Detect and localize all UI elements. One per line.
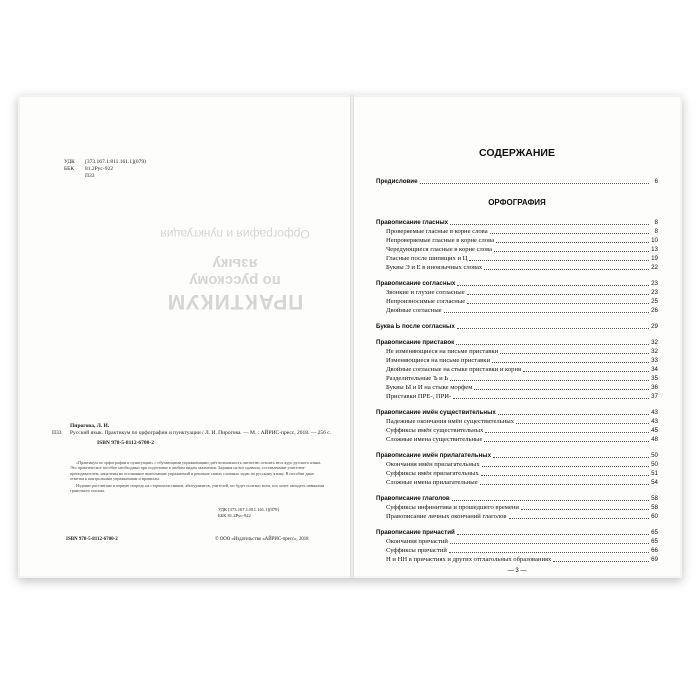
leader-dots: [553, 561, 649, 562]
leader-dots: [457, 285, 649, 286]
toc-item: [376, 460, 658, 469]
toc-page: 66: [651, 547, 658, 554]
toc-sections: [376, 218, 658, 564]
leader-dots: [469, 260, 649, 261]
toc-label: Сложные имена прилагательные: [386, 479, 478, 486]
toc-label: Правописание гласных: [376, 219, 449, 226]
contents: [376, 147, 658, 574]
ghost-title-line2: по русскому: [189, 272, 281, 289]
toc-item: [376, 537, 658, 546]
toc-page: 10: [651, 237, 658, 244]
page-number: — 3 —: [507, 568, 527, 574]
toc-item: [376, 356, 658, 365]
toc-section: [376, 218, 658, 227]
leader-dots: [498, 414, 649, 415]
toc-label: Падежные окончания имён существительных: [386, 418, 514, 425]
toc-page: 48: [651, 436, 658, 443]
toc-item: [376, 245, 658, 254]
toc-page: 23: [651, 280, 658, 287]
toc-page: 26: [651, 307, 658, 314]
toc-item: [376, 297, 658, 306]
toc-item: [376, 435, 658, 444]
toc-page: 65: [651, 529, 658, 536]
leader-dots: [480, 484, 649, 485]
toc-item: [376, 227, 658, 236]
annotation-paragraph: «Практикум по орфографии и пунктуации» с обучающими упражнениями даёт возможность читателю освоить весь курс русского языка. Это практическое пособие необходимо при подготовке к любым видам экзаменов. Задания на все правила, составленные учителем-преподавателем, нацелены на осознанное выполнение упражнений и решение самых сложных задач по русскому языку. В пособии дана отметка к контрольным упражнениям и правилам.: [70, 460, 322, 482]
toc-page: 8: [654, 228, 658, 235]
toc-page: 45: [651, 427, 658, 434]
right-page: [354, 97, 680, 576]
toc-page: 19: [651, 255, 658, 262]
toc-page: 22: [651, 264, 658, 271]
author-code: П33: [85, 172, 95, 179]
toc-label: Не изменяющиеся на письме приставки: [386, 348, 499, 355]
toc-page: 50: [651, 461, 658, 468]
toc-item: [376, 306, 658, 315]
bbk-bottom: ББК 81.2Рус-922: [218, 512, 251, 518]
toc-item: [376, 417, 658, 426]
toc-page: 8: [654, 219, 658, 226]
show-through-cover-text: [125, 227, 345, 313]
classification-bottom: [218, 507, 279, 518]
toc-label: Двойные согласные: [386, 307, 442, 314]
toc-page: 29: [651, 323, 658, 330]
toc-label: Суффиксы причастий: [386, 547, 447, 554]
leader-dots: [509, 518, 649, 519]
toc-section: [376, 279, 658, 288]
section-gap: [376, 331, 658, 338]
leader-dots: [523, 371, 649, 372]
toc-page: 23: [651, 289, 658, 296]
toc-label: Правописание имён прилагательных: [376, 452, 492, 459]
udk-label: УДК: [64, 159, 75, 165]
toc-page: 13: [651, 246, 658, 253]
toc-label: Буква Ь после согласных: [376, 323, 455, 330]
left-page: [20, 97, 350, 576]
toc-section: [376, 528, 658, 537]
bbk-value: 81.2Рус-922: [85, 165, 113, 172]
toc-item: [376, 512, 658, 521]
toc-page: 6: [654, 178, 658, 185]
toc-label: Буквы Э и Е в иноязычных словах: [386, 264, 483, 271]
toc-label: Правописание согласных: [376, 280, 456, 287]
leader-dots: [453, 398, 649, 399]
leader-dots: [474, 389, 649, 390]
ghost-subtitle: Орфография и пунктуация: [160, 227, 310, 241]
ghost-title-line1: ПРАКТИКУМ: [166, 290, 304, 313]
annotation: [70, 460, 325, 495]
leader-dots: [500, 353, 649, 354]
bbk-label: ББК: [64, 165, 74, 172]
toc-item: [376, 478, 658, 487]
toc-page: 51: [651, 470, 658, 477]
toc-label: Буквы Ы и И на стыке морфем: [386, 384, 473, 391]
section-gap: [376, 521, 658, 528]
leader-dots: [485, 432, 649, 433]
toc-label: Суффиксы инфинитива и прошедшего времени: [386, 504, 519, 511]
toc-page: 58: [651, 504, 658, 511]
toc-label: Суффиксы имён прилагательных: [386, 470, 479, 477]
toc-item: [376, 383, 658, 392]
toc-page: 37: [651, 393, 658, 400]
leader-dots: [496, 242, 649, 243]
toc-item: [376, 365, 658, 374]
toc-label: Суффиксы имён существительных: [386, 427, 484, 434]
toc-label: Изменяющиеся на письме приставки: [386, 357, 491, 364]
toc-item: [376, 426, 658, 435]
catalog-isbn: ISBN 978-5-8112-6700-2: [97, 439, 154, 446]
toc-page: 69: [651, 556, 658, 563]
toc-label: Гласные после шипящих и Ц: [386, 255, 468, 262]
toc-item: [376, 503, 658, 512]
toc-page: 58: [651, 495, 658, 502]
section-gap: [376, 272, 658, 279]
catalog-code: П33: [52, 429, 62, 436]
toc-section: [376, 338, 658, 347]
toc-label: Правописание имён существительных: [376, 409, 496, 416]
toc-label: Правописание приставок: [376, 339, 455, 346]
toc-label: Чередующиеся гласные в корне слова: [386, 246, 493, 253]
section-gap: [376, 315, 658, 322]
toc-page: 50: [651, 452, 658, 459]
leader-dots: [481, 475, 649, 476]
annotation-paragraph: Издание рассчитано в первую очередь на старшеклассников, абитуриентов, учителей, но будет полезно всем, кто хочет овладеть навыками грамотного письма.: [70, 482, 325, 494]
toc-page: 32: [651, 348, 658, 355]
section-gap: [376, 487, 658, 494]
leader-dots: [457, 534, 649, 535]
toc-item: [376, 254, 658, 263]
toc-label: Правописание глаголов: [376, 495, 450, 502]
toc-label: Проверяемые гласные в корне слова: [386, 228, 488, 235]
toc-page: 36: [651, 384, 658, 391]
toc-label: Правописание личных окончаний глаголов: [386, 513, 507, 520]
leader-dots: [450, 543, 649, 544]
leader-dots: [456, 344, 649, 345]
toc-page: 33: [651, 357, 658, 364]
leader-dots: [490, 233, 649, 234]
toc-label: Непроверяемые гласные в корне слова: [386, 237, 495, 244]
catalog-author: Пирогова, Л. И.: [70, 423, 110, 429]
toc-item: [376, 288, 658, 297]
leader-dots: [450, 224, 649, 225]
toc-page: 65: [651, 538, 658, 545]
udk-value: [373.167.1:811.161.1](079): [85, 159, 146, 165]
leader-dots: [482, 466, 649, 467]
toc-label: Правописание причастий: [376, 529, 455, 536]
leader-dots: [450, 380, 649, 381]
isbn-bottom: ISBN 978-5-8112-6700-2: [66, 537, 118, 542]
contents-title: СОДЕРЖАНИЕ: [479, 147, 555, 159]
contents-heading: ОРФОГРАФИЯ: [488, 198, 546, 207]
leader-dots: [457, 328, 649, 329]
toc-section: [376, 494, 658, 503]
leader-dots: [449, 552, 649, 553]
toc-page: 34: [651, 366, 658, 373]
toc-label: Предисловие: [376, 178, 418, 185]
leader-dots: [484, 441, 649, 442]
leader-dots: [467, 294, 649, 295]
toc-section: [376, 451, 658, 460]
toc-page: 43: [651, 418, 658, 425]
toc-section: [376, 408, 658, 417]
leader-dots: [492, 362, 649, 363]
toc-page: 35: [651, 375, 658, 382]
toc-page: 32: [651, 339, 658, 346]
toc-label: Окончания имён прилагательных: [386, 461, 480, 468]
toc-item: [376, 546, 658, 555]
udk-bottom: УДК [373.167.1:811.161.1](079): [218, 507, 279, 512]
toc-label: Двойные согласные на стыке приставки и корня: [386, 366, 522, 373]
open-book: [18, 95, 682, 578]
toc-item: [376, 236, 658, 245]
classification-block: [64, 159, 146, 180]
toc-item: [376, 555, 658, 564]
leader-dots: [467, 303, 649, 304]
toc-item: [376, 392, 658, 401]
toc-label: Окончания причастий: [386, 538, 448, 545]
toc-page: 25: [651, 298, 658, 305]
toc-section: [376, 322, 658, 331]
toc-label: Звонкие и глухие согласные: [386, 289, 465, 296]
leader-dots: [420, 183, 649, 184]
leader-dots: [444, 312, 649, 313]
leader-dots: [521, 509, 649, 510]
section-gap: [376, 401, 658, 408]
toc-label: Разделительные Ъ и Ь: [386, 375, 449, 382]
toc-page: 43: [651, 409, 658, 416]
toc-label: Приставки ПРЕ-, ПРИ-: [386, 393, 452, 400]
leader-dots: [452, 500, 649, 501]
toc-item: [376, 347, 658, 356]
copyright: © ООО «Издательство «АЙРИС-пресс», 2018: [215, 537, 309, 542]
catalog-record: [52, 423, 332, 447]
toc-item: [376, 263, 658, 272]
toc-label: Непроизносимые согласные: [386, 298, 466, 305]
toc-preface: [376, 177, 658, 186]
toc-item: [376, 469, 658, 478]
catalog-text: Русский язык. Практикум по орфографии и пунктуации / Л. И. Пирогова. — М. : АЙРИС-пресс, 2018. — 256 с.: [70, 429, 332, 436]
toc-item: [376, 374, 658, 383]
toc-label: Сложные имена существительные: [386, 436, 483, 443]
leader-dots: [494, 251, 649, 252]
leader-dots: [484, 269, 649, 270]
toc-page: 54: [651, 479, 658, 486]
ghost-title-line3: языку: [212, 255, 258, 272]
leader-dots: [516, 423, 649, 424]
toc-page: 60: [651, 513, 658, 520]
leader-dots: [493, 457, 649, 458]
toc-label: Н и НН в причастиях и других отглагольных образованиях: [386, 556, 552, 563]
section-gap: [376, 444, 658, 451]
